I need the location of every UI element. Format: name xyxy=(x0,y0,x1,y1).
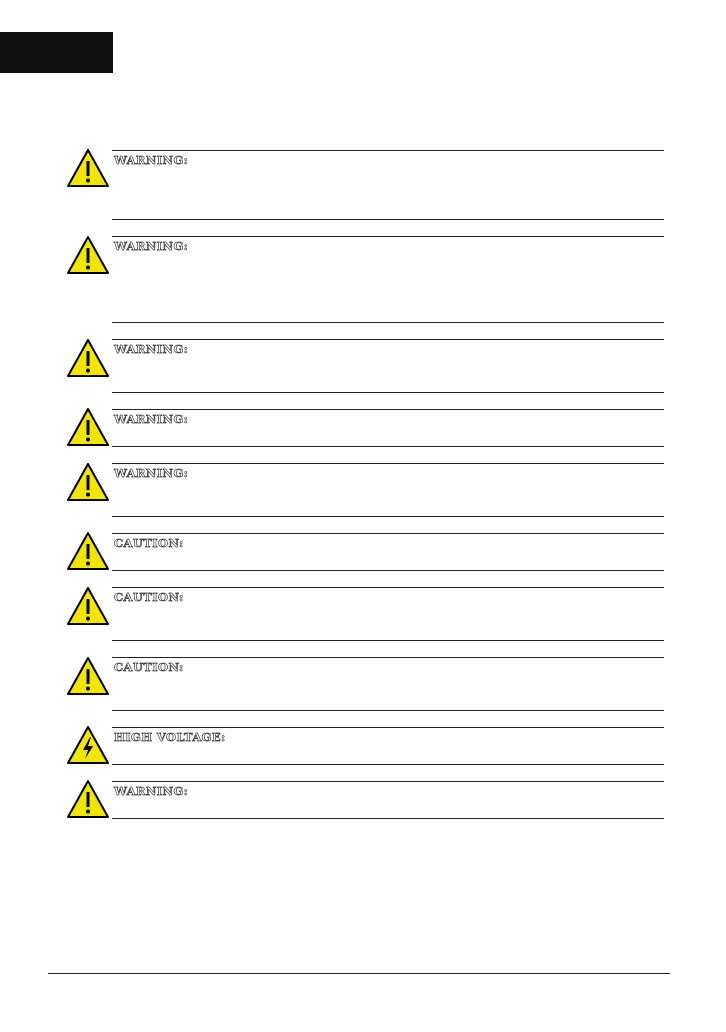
divider xyxy=(112,657,664,658)
high-voltage-label: HIGH VOLTAGE: xyxy=(114,730,226,744)
divider xyxy=(112,764,664,765)
divider xyxy=(112,710,664,711)
divider xyxy=(112,339,664,340)
divider xyxy=(112,463,664,464)
divider xyxy=(112,516,664,517)
caution-label: CAUTION: xyxy=(114,660,184,674)
divider xyxy=(112,533,664,534)
divider xyxy=(112,640,664,641)
warning-triangle-icon xyxy=(66,586,110,626)
caution-block-1 xyxy=(66,533,664,571)
divider xyxy=(112,219,664,220)
warning-triangle-icon xyxy=(66,148,110,188)
warning-triangle-icon xyxy=(66,531,110,571)
divider xyxy=(112,322,664,323)
warning-label: WARNING: xyxy=(114,342,189,356)
warning-label: WARNING: xyxy=(114,153,189,167)
caution-block-2 xyxy=(66,587,664,641)
warning-block-3 xyxy=(66,339,664,393)
divider xyxy=(112,781,664,782)
divider xyxy=(112,150,664,151)
caution-label: CAUTION: xyxy=(114,536,184,550)
warning-triangle-icon xyxy=(66,779,110,819)
warning-triangle-icon xyxy=(66,235,110,275)
divider xyxy=(112,587,664,588)
divider xyxy=(112,446,664,447)
divider xyxy=(112,236,664,237)
warning-block-1 xyxy=(66,150,664,220)
warning-block-4 xyxy=(66,409,664,447)
warning-block-6 xyxy=(66,781,664,819)
divider xyxy=(112,409,664,410)
footer-divider xyxy=(48,973,670,974)
divider xyxy=(112,392,664,393)
warning-triangle-icon xyxy=(66,462,110,502)
warning-triangle-icon xyxy=(66,338,110,378)
caution-block-3 xyxy=(66,657,664,711)
section-tab xyxy=(0,32,113,73)
warning-label: WARNING: xyxy=(114,239,189,253)
warning-label: WARNING: xyxy=(114,466,189,480)
high-voltage-triangle-icon xyxy=(66,725,110,765)
warning-block-2 xyxy=(66,236,664,323)
high-voltage-block xyxy=(66,727,664,765)
warning-block-5 xyxy=(66,463,664,517)
divider xyxy=(112,570,664,571)
caution-label: CAUTION: xyxy=(114,590,184,604)
warning-triangle-icon xyxy=(66,407,110,447)
warning-label: WARNING: xyxy=(114,412,189,426)
divider xyxy=(112,727,664,728)
warning-label: WARNING: xyxy=(114,784,189,798)
divider xyxy=(112,818,664,819)
warning-triangle-icon xyxy=(66,656,110,696)
